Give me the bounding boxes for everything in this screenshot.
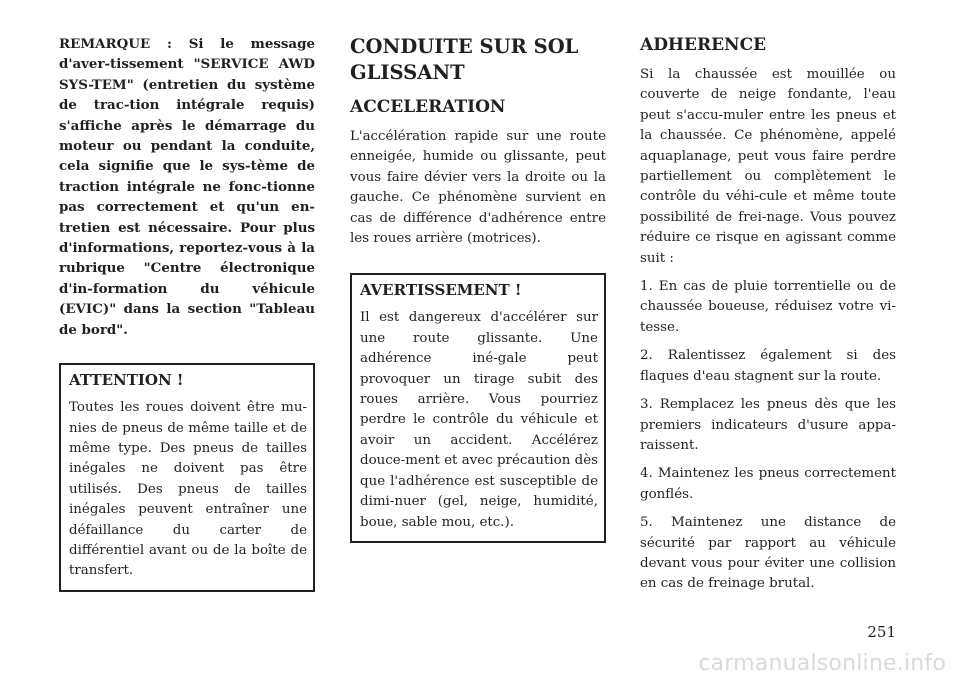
adherence-heading: ADHERENCE	[640, 35, 767, 55]
list-item: 2. Ralentissez également si des flaques d'eau stagnent sur la route.	[640, 348, 896, 384]
attention-text: Toutes les roues doivent être mu-nies de pneus de même taille et de même type. Des pneus de tailles inégales ne doivent pas être utilisés. Des pneus de tailles inégales peuvent entraîner une défaillance du carter de différentiel avant ou de la boîte de transfert.	[69, 400, 307, 579]
attention-box	[59, 363, 315, 592]
attention-title: ATTENTION !	[69, 371, 184, 390]
left-column	[59, 34, 315, 592]
list-item: 5. Maintenez une distance de sécurité par rapport au véhicule devant vous pour éviter une collision en cas de freinage brutal.	[640, 515, 896, 592]
section-title: CONDUITE SUR SOL GLISSANT	[350, 35, 579, 84]
list-item: 3. Remplacez les pneus dès que les premiers indicateurs d'usure appa-raissent.	[640, 397, 896, 453]
awd-service-note: REMARQUE : Si le message d'aver-tissement "SERVICE AWD SYS-TEM" (entretien du système de trac-tion intégrale requis) s'affiche après le démarrage du moteur ou pendant la conduite, cela signifie que le sys-tème de traction intégrale ne fonc-tionne pas correctement et qu'un en-tretien est nécessaire. Pour plus d'informations, reportez-vous à la rubrique "Centre électronique d'in-formation du véhicule (EVIC)" dans la section "Tableau de bord".	[59, 36, 315, 338]
page-number: 251	[867, 623, 896, 641]
warning-text: Il est dangereux d'accélérer sur une route glissante. Une adhérence iné-gale peut provoquer un tirage subit des roues arrière. Vous pourriez perdre le contrôle du véhicule et avoir un accident. Accélérez douce-ment et avec précaution dès que l'adhérence est susceptible de dimi-nuer (gel, neige, humidité, boue, sable mou, etc.).	[360, 310, 598, 530]
warning-box	[350, 273, 606, 542]
adherence-list	[640, 277, 896, 595]
middle-column	[350, 34, 606, 543]
right-column	[640, 34, 896, 603]
adherence-intro: Si la chaussée est mouillée ou couverte de neige fondante, l'eau peut s'accu-muler entre les pneus et la chaussée. Ce phénomène, appelé aquaplanage, peut vous faire perdre partiellement ou complètement le contrôle du véhi-cule et même toute possibilité de frei-nage. Vous pouvez réduire ce risque en agissant comme suit :	[640, 67, 896, 266]
list-item: 4. Maintenez les pneus correctement gonflés.	[640, 466, 896, 502]
warning-title: AVERTISSEMENT !	[360, 281, 522, 300]
list-item: 1. En cas de pluie torrentielle ou de chaussée boueuse, réduisez votre vi-tesse.	[640, 279, 896, 335]
acceleration-text: L'accélération rapide sur une route enneigée, humide ou glissante, peut vous faire dévier vers la droite ou la gauche. Ce phénomène survient en cas de différence d'adhérence entre les roues arrière (motrices).	[350, 129, 606, 247]
acceleration-heading: ACCELERATION	[350, 97, 506, 117]
watermark: carmanualsonline.info	[698, 651, 946, 676]
